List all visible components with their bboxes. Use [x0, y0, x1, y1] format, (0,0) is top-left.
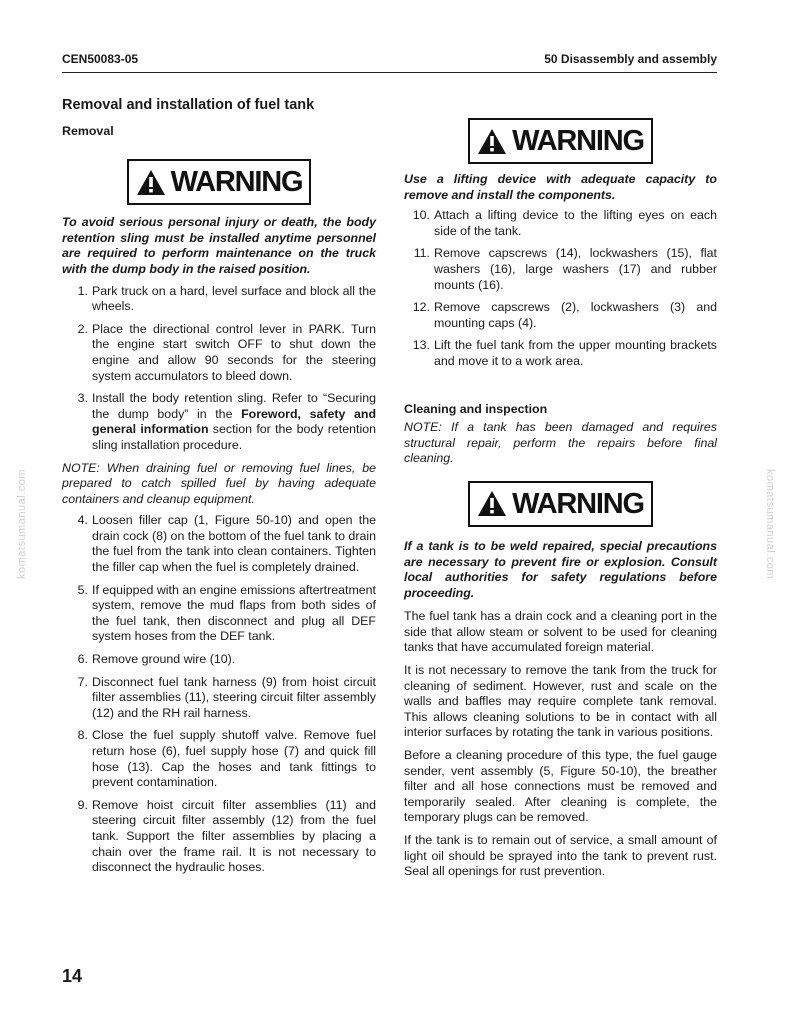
step-text: Attach a lifting device to the lifting eyes on each side of the tank. — [434, 208, 717, 238]
step-number: 13. — [412, 338, 430, 353]
document-code: CEN50083-05 — [62, 52, 139, 66]
note-draining: NOTE: When draining fuel or removing fuel lines, be prepared to catch spilled fuel by having adequate containers and cleanup equipment. — [62, 460, 376, 506]
step-text: Disconnect fuel tank harness (9) from hoist circuit filter assemblies (11), steering circuit filter assembly (12) and the RH rail harness. — [92, 674, 376, 720]
step-text-bold: Foreword, safety and general information — [92, 406, 377, 437]
step-text: Lift the fuel tank from the upper mounting brackets and move it to a work area. — [434, 338, 717, 368]
paragraph: The fuel tank has a drain cock and a cleaning port in the side that allow steam or solvent to be used for cleaning tanks that have accumulated foreign material. — [404, 609, 717, 655]
step-text: Loosen filler cap (1, Figure 50-10) and open the drain cock (8) on the bottom of the fuel tank to drain the fuel from the tank into clean containers. Tighten the filler cap when the fuel is completely drained. — [92, 513, 376, 575]
removal-steps-1 — [62, 284, 376, 385]
step-text: Place the directional control lever in PARK. Turn the engine start switch OFF to shut down the engine and allow 90 seconds for the steering system accumulators to bleed down. — [92, 321, 376, 383]
section-title: 50 Disassembly and assembly — [544, 52, 717, 66]
step-text: If equipped with an engine emissions aftertreatment system, remove the mud flaps from both sides of the fuel tank, then disconnect and plug all DEF system hoses from the DEF tank. — [92, 582, 376, 644]
list-item — [62, 583, 376, 645]
step-number: 6. — [77, 652, 88, 667]
list-item — [62, 675, 376, 722]
step-text: Remove capscrews (2), lockwashers (3) and mounting caps (4). — [434, 300, 717, 330]
watermark-right: komatsumanual.com — [764, 469, 776, 579]
list-item — [62, 322, 376, 384]
warning-label: WARNING — [170, 166, 303, 199]
step-number: 12. — [412, 300, 430, 315]
list-item — [404, 208, 717, 239]
warning-box — [468, 481, 653, 527]
left-column — [62, 98, 376, 883]
warning-banner-weld — [404, 481, 717, 527]
step-text-end: section for the body retention sling installation procedure. — [92, 422, 376, 452]
removal-steps-2 — [62, 513, 376, 875]
warning-label: WARNING — [512, 487, 644, 520]
list-item — [62, 652, 376, 668]
step-text: Remove capscrews (14), lockwashers (15), flat washers (16), large washers (17) and rubber mounts (16). — [434, 246, 717, 292]
step-number: 5. — [77, 582, 88, 597]
warning-triangle-icon — [477, 490, 507, 517]
warning-box — [127, 159, 312, 205]
step-text: Install the body retention sling. Refer to “Securing the dump body” in the — [92, 391, 376, 421]
step-text: Close the fuel supply shutoff valve. Remove fuel return hose (6), fuel supply hose (7) and quick fill hose (13). Cap the hoses and tank fittings to prevent contamination. — [92, 728, 376, 790]
removal-step-3 — [62, 391, 376, 453]
step-number: 11. — [413, 246, 430, 261]
step-number: 10. — [412, 208, 430, 223]
list-item — [62, 284, 376, 315]
watermark-left: komatsumanual.com — [16, 469, 28, 579]
page-title: Removal and installation of fuel tank — [62, 97, 315, 113]
paragraph: It is not necessary to remove the tank from the truck for cleaning of sediment. However, rust and scale on the walls and baffles may require complete tank removal. This allows cleaning solutions to be in contact with all interior surfaces by rotating the tank in various positions. — [404, 663, 717, 740]
list-item — [62, 728, 376, 790]
list-item — [62, 391, 376, 453]
warning-banner — [62, 159, 376, 205]
warning-label: WARNING — [512, 125, 644, 157]
warning-triangle-icon — [136, 169, 166, 196]
warning-box — [468, 118, 653, 164]
list-item — [404, 300, 717, 331]
paragraph: If the tank is to remain out of service, a small amount of light oil should be sprayed into the tank to prevent rust. Seal all openings for rust prevention. — [404, 833, 717, 879]
cleaning-paragraphs — [404, 609, 717, 880]
warning-triangle-icon — [477, 128, 507, 155]
list-item — [404, 338, 717, 369]
removal-heading: Removal — [62, 123, 114, 138]
step-number: 4. — [77, 513, 88, 528]
warning-text-lifting: Use a lifting device with adequate capacity to remove and install the components. — [404, 172, 717, 202]
removal-steps-3 — [404, 208, 717, 369]
step-number: 2. — [77, 321, 88, 336]
list-item — [62, 513, 376, 575]
step-number: 8. — [77, 728, 88, 743]
list-item — [404, 246, 717, 293]
list-item — [62, 798, 376, 876]
right-column — [404, 118, 717, 887]
step-number: 1. — [77, 283, 88, 298]
header-rule — [62, 72, 717, 73]
step-number: 9. — [77, 797, 88, 812]
warning-text: To avoid serious personal injury or death, the body retention sling must be installed anytime personnel are required to perform maintenance on the truck with the dump body in the raised position. — [62, 215, 376, 276]
page-number: 14 — [62, 966, 83, 986]
warning-banner-lifting — [404, 118, 717, 164]
step-number: 7. — [77, 674, 88, 689]
step-number: 3. — [77, 391, 88, 406]
paragraph: Before a cleaning procedure of this type, the fuel gauge sender, vent assembly (5, Figure 50-10), the breather filter and all hose connections must be removed and temporarily sealed. After cleaning is complete, the temporary plugs can be removed. — [404, 748, 717, 825]
cleaning-heading: Cleaning and inspection — [404, 401, 548, 416]
note-repair: NOTE: If a tank has been damaged and requires structural repair, perform the repairs before final cleaning. — [404, 420, 717, 466]
step-text: Park truck on a hard, level surface and block all the wheels. — [92, 283, 376, 314]
step-text: Remove hoist circuit filter assemblies (11) and steering circuit filter assembly (12) from the fuel tank. Support the filter assemblies by placing a chain over the frame rail. It is not necessary to disconnect the hydraulic hoses. — [92, 797, 376, 875]
step-text: Remove ground wire (10). — [92, 652, 236, 667]
warning-text-weld: If a tank is to be weld repaired, special precautions are necessary to prevent fire or explosion. Consult local authorities for safety regulations before proceeding. — [404, 538, 717, 600]
